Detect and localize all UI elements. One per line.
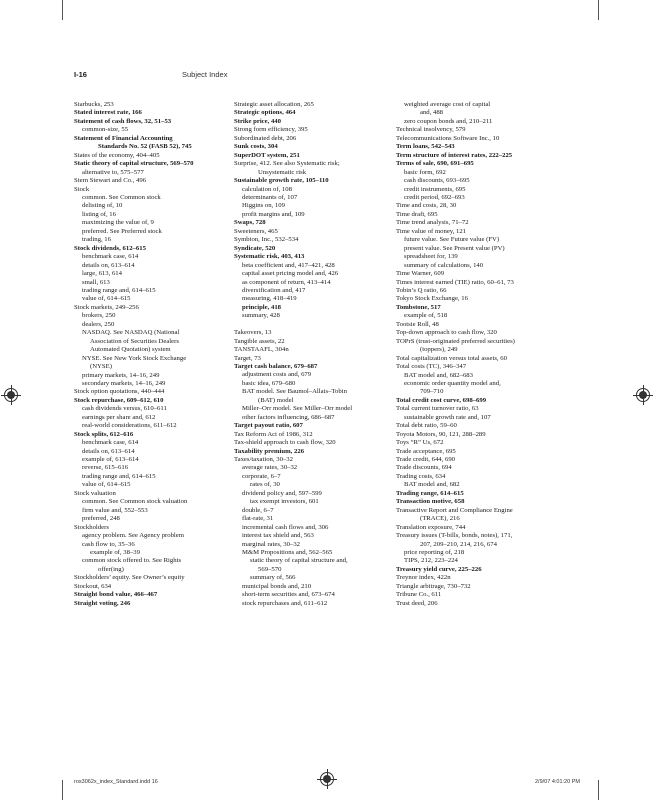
slug-datetime: 2/9/07 4:01:20 PM (535, 779, 580, 785)
index-entry: Stock option quotations, 440–444 (74, 388, 165, 396)
index-subentry: TIPS, 212, 223–224 (404, 557, 458, 565)
index-entry: Trade discounts, 694 (396, 464, 452, 472)
index-entry: Term structure of interest rates, 222–225 (396, 151, 513, 159)
index-subentry: short-term securities and, 673–674 (242, 591, 335, 599)
registration-mark-icon (636, 388, 650, 402)
index-entry: Trading range, 614–615 (396, 489, 464, 497)
index-entry: Translation exposure, 744 (396, 523, 466, 531)
index-entry: Tootsie Roll, 48 (396, 320, 439, 328)
index-entry: Stock markets, 249–256 (74, 303, 139, 311)
index-subentry: example of, 518 (404, 312, 448, 320)
index-entry: Target cash balance, 679–687 (234, 363, 318, 371)
index-subentry: trading, 16 (82, 236, 111, 244)
index-entry: Transaction motive, 658 (396, 498, 465, 506)
index-entry: Strong form efficiency, 395 (234, 126, 308, 134)
index-subentry: trading range and, 614–615 (82, 286, 156, 294)
index-subentry: capital asset pricing model and, 426 (242, 270, 339, 278)
index-subentry: details on, 613–614 (82, 447, 135, 455)
index-entry: Tombstone, 517 (396, 303, 441, 311)
index-entry: Stockholders (74, 523, 109, 531)
index-subentry: common. See Common stock valuation (82, 498, 188, 506)
index-entry: Toys “R” Us, 672 (396, 439, 444, 447)
page-number: I-16 (74, 70, 87, 79)
index-entry: Tax Reform Act of 1986, 312 (234, 430, 313, 438)
index-subentry: cash flow to, 35–36 (82, 540, 135, 548)
index-entry: Total credit cost curve, 698–699 (396, 396, 487, 404)
index-entry: Stock (74, 185, 90, 193)
index-entry: Stock repurchase, 609–612, 610 (74, 396, 164, 404)
index-entry: TANSTAAFL, 304n (234, 346, 289, 354)
index-subentry: tax exempt investors, 601 (250, 498, 319, 506)
index-subentry: firm value and, 552–553 (82, 506, 148, 514)
slug-file: ros3062x_index_Standard.indd 16 (74, 779, 158, 785)
index-entry: Straight bond value, 466–467 (74, 591, 158, 599)
index-subentry: NASDAQ. See NASDAQ (National (82, 329, 180, 337)
index-subentry: economic order quantity model and, (404, 379, 501, 387)
index-subentry: spreadsheet for, 139 (404, 253, 458, 261)
index-entry: Times interest earned (TIE) ratio, 60–61, 73 (396, 278, 514, 286)
index-subentry: dividend policy and, 597–599 (242, 489, 322, 497)
index-entry: Tax-shield approach to cash flow, 320 (234, 439, 336, 447)
index-subentry: double, 6–7 (242, 506, 274, 514)
index-subentry: interest tax shield and, 563 (242, 532, 314, 540)
index-subentry: benchmark case, 614 (82, 253, 139, 261)
index-subentry: (TRACE), 216 (420, 515, 460, 523)
index-entry: Static theory of capital structure, 569–570 (74, 160, 194, 168)
index-entry: Syndicate, 520 (234, 244, 276, 252)
index-entry: Toyota Motors, 90, 121, 288–289 (396, 430, 486, 438)
index-subentry: present value. See Present value (PV) (404, 244, 505, 252)
index-subentry: as component of return, 413–414 (242, 278, 331, 286)
index-subentry: trading range and, 614–615 (82, 472, 156, 480)
index-subentry: example of, 613–614 (82, 456, 139, 464)
index-entry: Strategic asset allocation, 265 (234, 101, 314, 108)
index-subentry: Standards No. 52 (FASB 52), 745 (98, 143, 192, 151)
index-entry: Statement of cash flows, 32, 51–53 (74, 117, 172, 125)
index-subentry: cash discounts, 693–695 (404, 177, 470, 185)
running-header (74, 70, 228, 79)
index-subentry: determinants of, 107 (242, 193, 298, 201)
index-subentry: incremental cash flows and, 306 (242, 523, 329, 531)
index-entry: Total debt ratio, 59–60 (396, 422, 457, 430)
index-entry: Starbucks, 253 (74, 101, 114, 108)
index-subentry: price reporting of, 218 (404, 549, 465, 557)
index-subentry: basic form, 692 (404, 168, 446, 176)
index-subentry: Association of Securities Dealers (90, 337, 179, 345)
index-entry: Stock dividends, 612–615 (74, 244, 146, 252)
index-subentry: brokers, 250 (82, 312, 116, 320)
index-subentry: primary markets, 14–16, 249 (82, 371, 160, 379)
index-subentry: measuring, 418–419 (242, 295, 297, 303)
index-entry: TOPrS (trust-originated preferred securities) (396, 337, 515, 345)
section-title: Subject Index (182, 70, 228, 79)
index-entry: Time and costs, 28, 30 (396, 202, 457, 210)
index-subentry: alternative to, 575–577 (82, 168, 144, 176)
index-subentry: value of, 614–615 (82, 481, 131, 489)
index-entry: Technical insolvency, 579 (396, 126, 466, 134)
registration-mark-icon (4, 388, 18, 402)
index-entry: Time trend analysis, 71–72 (396, 219, 469, 227)
index-entry: Tokyo Stock Exchange, 16 (396, 295, 468, 303)
index-subentry: basic idea, 679–680 (242, 379, 296, 387)
index-entry: Tobin’s Q ratio, 66 (396, 286, 447, 294)
index-entry: Treasury issues (T-bills, bonds, notes), 171, (396, 532, 513, 540)
index-subentry: maximizing the value of, 9 (82, 219, 154, 227)
index-subentry: cash dividends versus, 610–611 (82, 405, 167, 413)
index-subentry: sustainable growth rate and, 107 (404, 413, 491, 421)
index-subentry: stock repurchases and, 611–612 (242, 599, 328, 607)
index-entry: Surprise, 412. See also Systematic risk; (234, 160, 340, 168)
index-subentry: BAT model and, 682 (404, 481, 460, 489)
index-entry: Statement of Financial Accounting (74, 134, 173, 142)
index-entry: Trust deed, 206 (396, 599, 438, 607)
index-entry: Term loans, 542–543 (396, 143, 455, 151)
index-subentry: summary of calculations, 140 (404, 261, 484, 269)
crop-mark (598, 0, 599, 20)
index-entry: Taxes/taxation, 30–32 (234, 456, 293, 464)
index-entry: Telecommunications Software Inc., 10 (396, 134, 500, 142)
crop-mark (62, 0, 63, 20)
index-subentry: credit instruments, 695 (404, 185, 466, 193)
index-entry: Subordinated debt, 206 (234, 134, 297, 142)
index-subentry: (toppers), 249 (420, 346, 458, 354)
index-subentry: benchmark case, 614 (82, 439, 139, 447)
index-subentry: Higgins on, 109 (242, 202, 285, 210)
index-subentry: 207, 209–210, 214, 216, 674 (420, 540, 497, 548)
index-subentry: principle, 418 (242, 303, 282, 311)
index-subentry: Unsystematic risk (258, 168, 307, 176)
index-entry: Stated interest rate, 166 (74, 109, 142, 117)
index-subentry: real-world considerations, 611–612 (82, 422, 177, 430)
index-subentry: zero coupon bonds and, 210–211 (404, 117, 493, 125)
index-entry: Tribune Co., 611 (396, 591, 442, 599)
index-subentry: small, 613 (82, 278, 110, 286)
index-column-3 (396, 101, 556, 608)
index-subentry: flat-rate, 31 (242, 515, 274, 523)
index-entry: Treasury yield curve, 225–226 (396, 565, 482, 573)
index-subentry: BAT model and, 682–683 (404, 371, 473, 379)
index-subentry: details on, 613–614 (82, 261, 135, 269)
index-column-2 (234, 101, 394, 608)
crop-mark (598, 780, 599, 800)
index-subentry: delisting of, 10 (82, 202, 123, 210)
index-entry: Trading costs, 634 (396, 472, 446, 480)
index-entry: Sunk costs, 304 (234, 143, 278, 151)
index-subentry: agency problem. See Agency problem (82, 532, 184, 540)
index-subentry: Miller–Orr model. See Miller–Orr model (242, 405, 353, 413)
index-subentry: value of, 614–615 (82, 295, 131, 303)
index-entry: Total capitalization versus total assets, 60 (396, 354, 507, 362)
index-subentry: municipal bonds and, 210 (242, 582, 312, 590)
index-subentry: (BAT) model (258, 396, 294, 404)
index-entry: Strike price, 440 (234, 117, 281, 125)
index-entry: Stockholders’ equity. See Owner’s equity (74, 574, 185, 582)
index-subentry: BAT model. See Baumol–Allais–Tobin (242, 388, 347, 396)
index-entry: Stock splits, 612–616 (74, 430, 134, 438)
index-subentry: M&M Propositions and, 562–565 (242, 549, 333, 556)
index-subentry: (NYSE) (90, 363, 112, 371)
index-subentry: future value. See Future value (FV) (404, 236, 500, 244)
index-entry: Trade acceptance, 695 (396, 447, 456, 455)
index-entry: States of the economy, 404–405 (74, 151, 160, 159)
index-entry: Treynor index, 422n (396, 574, 451, 582)
index-entry: Triangle arbitrage, 730–732 (396, 582, 471, 590)
index-subentry: dealers, 250 (82, 320, 115, 328)
index-subentry: average rates, 30–32 (242, 464, 298, 472)
index-entry: Top-down approach to cash flow, 320 (396, 329, 497, 337)
index-entry: Swaps, 728 (234, 219, 266, 227)
index-entry: Time value of money, 121 (396, 227, 467, 235)
index-subentry: example of, 38–39 (90, 549, 140, 557)
index-entry: Target payout ratio, 607 (234, 422, 303, 430)
index-subentry: adjustment costs and, 679 (242, 371, 312, 379)
index-entry: Total costs (TC), 346–347 (396, 363, 467, 371)
index-entry: Terms of sale, 690, 691–695 (396, 160, 474, 168)
index-entry: Time Warner, 609 (396, 270, 445, 278)
index-entry: Strategic options, 464 (234, 109, 296, 117)
index-subentry: earnings per share and, 612 (82, 413, 156, 421)
index-subentry: diversification and, 417 (242, 286, 306, 294)
index-subentry: beta coefficient and, 417–421, 428 (242, 261, 335, 269)
index-subentry: 709–710 (420, 388, 444, 396)
index-entry: Sustainable growth rate, 105–110 (234, 177, 329, 185)
index-entry: Target, 73 (234, 354, 261, 362)
index-entry: Taxability premium, 226 (234, 447, 305, 455)
index-subentry: credit period, 692–693 (404, 193, 465, 201)
index-subentry: static theory of capital structure and, (250, 557, 348, 565)
index-subentry: and, 488 (420, 109, 444, 117)
index-subentry: summary, 428 (242, 312, 280, 320)
index-entry: SuperDOT system, 251 (234, 151, 300, 159)
crop-mark (62, 780, 63, 800)
index-subentry: listing of, 16 (82, 210, 116, 218)
index-subentry: common. See Common stock (82, 193, 161, 201)
index-subentry: secondary markets, 14–16, 249 (82, 379, 166, 387)
index-subentry: corporate, 6–7 (242, 472, 281, 480)
index-entry: Systematic risk, 403, 413 (234, 253, 305, 261)
index-entry: Straight voting, 246 (74, 599, 131, 607)
index-entry: Sweeteners, 465 (234, 227, 278, 235)
index-entry: Total current turnover ratio, 63 (396, 405, 479, 413)
index-entry: Time draft, 695 (396, 210, 438, 218)
index-entry: Stockout, 634 (74, 582, 112, 590)
index-subentry: preferred, 248 (82, 515, 120, 523)
index-subentry: 569–570 (258, 565, 282, 573)
index-subentry: marginal rates, 30–32 (242, 540, 301, 548)
index-subentry: Automated Quotation) system (90, 346, 171, 354)
index-subentry: summary of, 566 (250, 574, 296, 582)
index-subentry: reverse, 615–616 (82, 464, 129, 472)
index-subentry: large, 613, 614 (82, 270, 122, 278)
index-subentry: calculation of, 108 (242, 185, 292, 193)
index-subentry: weighted average cost of capital (404, 101, 491, 108)
index-subentry: preferred. See Preferred stock (82, 227, 162, 235)
registration-mark-icon (320, 772, 334, 786)
index-subentry: other factors influencing, 686–687 (242, 413, 335, 421)
index-entry: Transactive Report and Compliance Engine (396, 506, 513, 514)
index-entry: Trade credit, 644, 690 (396, 456, 456, 464)
index-subentry: profit margins and, 109 (242, 210, 305, 218)
index-subentry: rates of, 30 (250, 481, 280, 489)
index-entry: Stock valuation (74, 489, 116, 497)
index-entry: Tangible assets, 22 (234, 337, 285, 345)
index-column-1 (74, 101, 234, 608)
index-entry: Takeovers, 13 (234, 329, 272, 337)
index-subentry: NYSE. See New York Stock Exchange (82, 354, 187, 362)
index-subentry: common-size, 55 (82, 126, 129, 134)
index-subentry: offer(ing) (98, 565, 124, 573)
section-gap (234, 321, 394, 329)
index-subentry: common stock offered to. See Rights (82, 557, 182, 565)
index-entry: Symbion, Inc., 532–534 (234, 236, 299, 244)
index-entry: Stern Stewart and Co., 496 (74, 177, 147, 185)
